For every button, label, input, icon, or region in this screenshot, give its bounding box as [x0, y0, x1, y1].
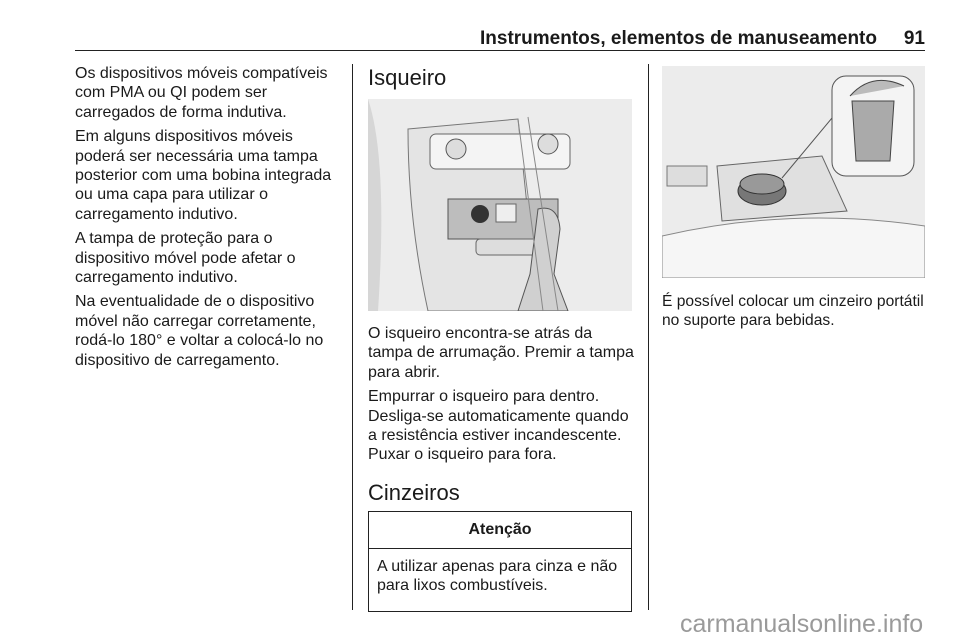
- paragraph: Na eventualidade de o dispositivo móvel não carregar corretamente, rodá-lo 180° e voltar a colocá-lo no dispositivo de carregamento.: [75, 293, 324, 369]
- notice-title: Atenção: [369, 512, 631, 549]
- section-title: Instrumentos, elementos de manuseamento: [480, 28, 877, 49]
- lighter-illustration: [368, 99, 632, 311]
- column-divider: [648, 64, 649, 610]
- ashtray-illustration: [662, 66, 925, 278]
- notice-text: A utilizar apenas para cinza e não para lixos combustíveis.: [377, 557, 618, 595]
- heading-ashtrays: Cinzeiros: [368, 479, 460, 505]
- column-2: [368, 64, 638, 612]
- paragraph: É possível colocar um cinzeiro portátil no suporte para bebidas.: [662, 293, 924, 330]
- column-3: [662, 66, 932, 336]
- heading-lighter: Isqueiro: [368, 65, 447, 90]
- paragraph: O isqueiro encontra-se atrás da tampa de arrumação. Premir a tampa para abrir.: [368, 325, 634, 381]
- column-divider: [352, 64, 353, 610]
- page-number: 91: [903, 28, 925, 49]
- column-1: [75, 64, 350, 375]
- paragraph: Os dispositivos móveis compatíveis com PMA ou QI podem ser carregados de forma indutiva.: [75, 65, 328, 121]
- notice-box: [368, 511, 632, 612]
- paragraph: A tampa de proteção para o dispositivo móvel pode afetar o carregamento indutivo.: [75, 230, 296, 287]
- paragraph: Empurrar o isqueiro para dentro. Desliga-se automaticamente quando a resistência estiver incandescente. Puxar o isqueiro para fora.: [368, 388, 629, 464]
- paragraph: Em alguns dispositivos móveis poderá ser necessária uma tampa posterior com uma bobina integrada ou uma capa para utilizar o carregamento indutivo.: [75, 128, 332, 223]
- header-divider: [75, 50, 925, 51]
- watermark: carmanualsonline.info: [680, 610, 924, 638]
